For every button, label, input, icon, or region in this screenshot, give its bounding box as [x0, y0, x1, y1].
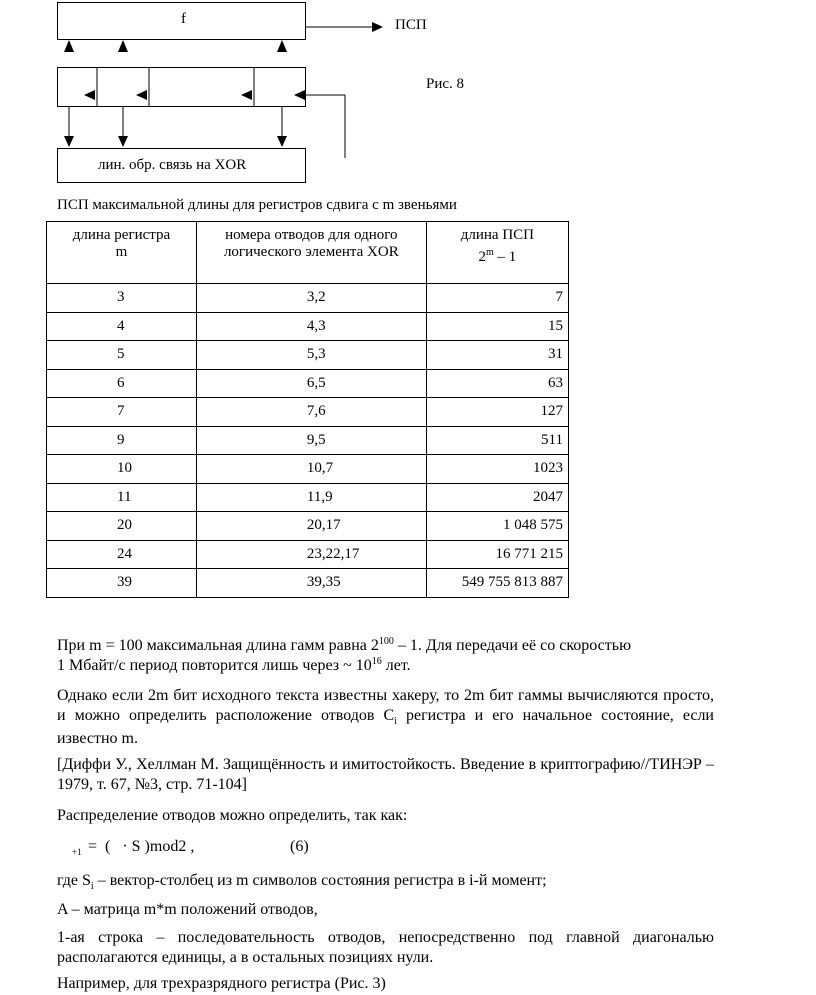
arrow-down-icon: [118, 136, 128, 147]
cell-tap-numbers: 6,5: [196, 369, 426, 398]
paragraph-state-vector: где $S_i$ – вектор-столбец из m символов состояния регистра в i-й момент;: [57, 872, 547, 893]
cell-tap-numbers: 39,35: [196, 569, 426, 598]
cell-register-length: 5: [47, 341, 197, 370]
formula-equals: =: [88, 838, 98, 855]
paragraph-hacker: Однако если 2m бит исходного текста известны хакеру, то 2m бит гаммы вычисляются просто, и можно определить расположение отводов $С_i$ регистра и его начальное состояние, если известно m.: [57, 687, 714, 747]
cell-tap-numbers: 23,22,17: [196, 540, 426, 569]
cell-psp-length: 16 771 215: [426, 540, 568, 569]
cell-psp-length: 127: [426, 398, 568, 427]
diagram-lines: [0, 0, 400, 170]
cell-psp-length: 31: [426, 341, 568, 370]
cell-register-length: 6: [47, 369, 197, 398]
cell-psp-length: 549 755 813 887: [426, 569, 568, 598]
cell-psp-length: 7: [426, 284, 568, 313]
cell-tap-numbers: 5,3: [196, 341, 426, 370]
table-row: [47, 341, 569, 370]
cell-tap-numbers: 11,9: [196, 483, 426, 512]
paragraph-tap-distribution: Распределение отводов можно определить, так как:: [57, 807, 408, 824]
xor-feedback-label: лин. обр. связь на XOR: [98, 157, 247, 173]
cell-psp-length: 2047: [426, 483, 568, 512]
table-row: [47, 369, 569, 398]
arrow-right-icon: [372, 22, 383, 32]
cell-psp-length: 1023: [426, 455, 568, 484]
cell-psp-length: 1 048 575: [426, 512, 568, 541]
table-row: [47, 512, 569, 541]
table-row: [47, 483, 569, 512]
table-title: ПСП максимальной длины для регистров сдвига с m звеньями: [57, 197, 457, 213]
arrow-left-icon: [84, 90, 95, 100]
psp-table: [46, 221, 569, 598]
header-register-length: длина регистра m: [47, 222, 197, 284]
cell-tap-numbers: 3,2: [196, 284, 426, 313]
cell-psp-length: 15: [426, 312, 568, 341]
arrow-down-icon: [64, 136, 74, 147]
paragraph-example: Например, для трехразрядного регистра (Рис. 3): [57, 975, 386, 992]
cell-tap-numbers: 9,5: [196, 426, 426, 455]
paragraph-matrix: A – матрица m*m положений отводов,: [57, 901, 318, 918]
table-row: [47, 569, 569, 598]
cell-register-length: 11: [47, 483, 197, 512]
table-row: [47, 284, 569, 313]
paragraph-max-length: При m = 100 максимальная длина гамм равна $2^{100} - 1$. Для передачи её со скоростью 1 Мбайт/с период повторится лишь через ~ $10^{16}$ лет.: [57, 636, 632, 674]
figure-caption: Рис. 8: [426, 76, 465, 92]
cell-tap-numbers: 10,7: [196, 455, 426, 484]
cell-register-length: 10: [47, 455, 197, 484]
table-header-row: [47, 222, 569, 284]
arrow-down-icon: [277, 136, 287, 147]
table-body: [47, 284, 569, 598]
cell-psp-length: 63: [426, 369, 568, 398]
cell-tap-numbers: 4,3: [196, 312, 426, 341]
formula-6: [57, 834, 457, 864]
cell-register-length: 3: [47, 284, 197, 313]
psp-output-label: ПСП: [395, 17, 427, 33]
cell-register-length: 9: [47, 426, 197, 455]
cell-psp-length: 511: [426, 426, 568, 455]
table-row: [47, 426, 569, 455]
function-label: f: [181, 11, 186, 27]
header-tap-numbers: номера отводов для одного логического элемента XOR: [196, 222, 426, 284]
formula-body: ( · S )mod2 ,: [105, 838, 195, 855]
formula-number: (6): [290, 838, 309, 855]
table-row: [47, 540, 569, 569]
table-row: [47, 398, 569, 427]
reference-citation: [Диффи У., Хеллман М. Защищённость и имитостойкость. Введение в криптографию//ТИНЭР – 1979, т. 67, №3, стр. 71-104]: [57, 756, 714, 793]
header-psp-length: длина ПСП 2$^m$ – 1: [426, 222, 568, 284]
cell-register-length: 39: [47, 569, 197, 598]
arrow-left-icon: [241, 90, 252, 100]
arrow-up-icon: [118, 40, 128, 52]
xor-feedback-box: [57, 148, 306, 183]
arrow-up-icon: [64, 40, 74, 52]
cell-register-length: 4: [47, 312, 197, 341]
table-row: [47, 312, 569, 341]
cell-register-length: 24: [47, 540, 197, 569]
cell-tap-numbers: 7,6: [196, 398, 426, 427]
formula-subscript: +1: [72, 847, 82, 857]
arrow-left-icon: [136, 90, 147, 100]
cell-register-length: 7: [47, 398, 197, 427]
cell-tap-numbers: 20,17: [196, 512, 426, 541]
arrow-up-icon: [277, 40, 287, 52]
cell-register-length: 20: [47, 512, 197, 541]
paragraph-first-row: 1-ая строка – последовательность отводов, непосредственно под главной диагональю располагаются единицы, а в остальных позициях нули.: [57, 929, 714, 966]
table-row: [47, 455, 569, 484]
arrow-left-icon: [294, 90, 305, 100]
